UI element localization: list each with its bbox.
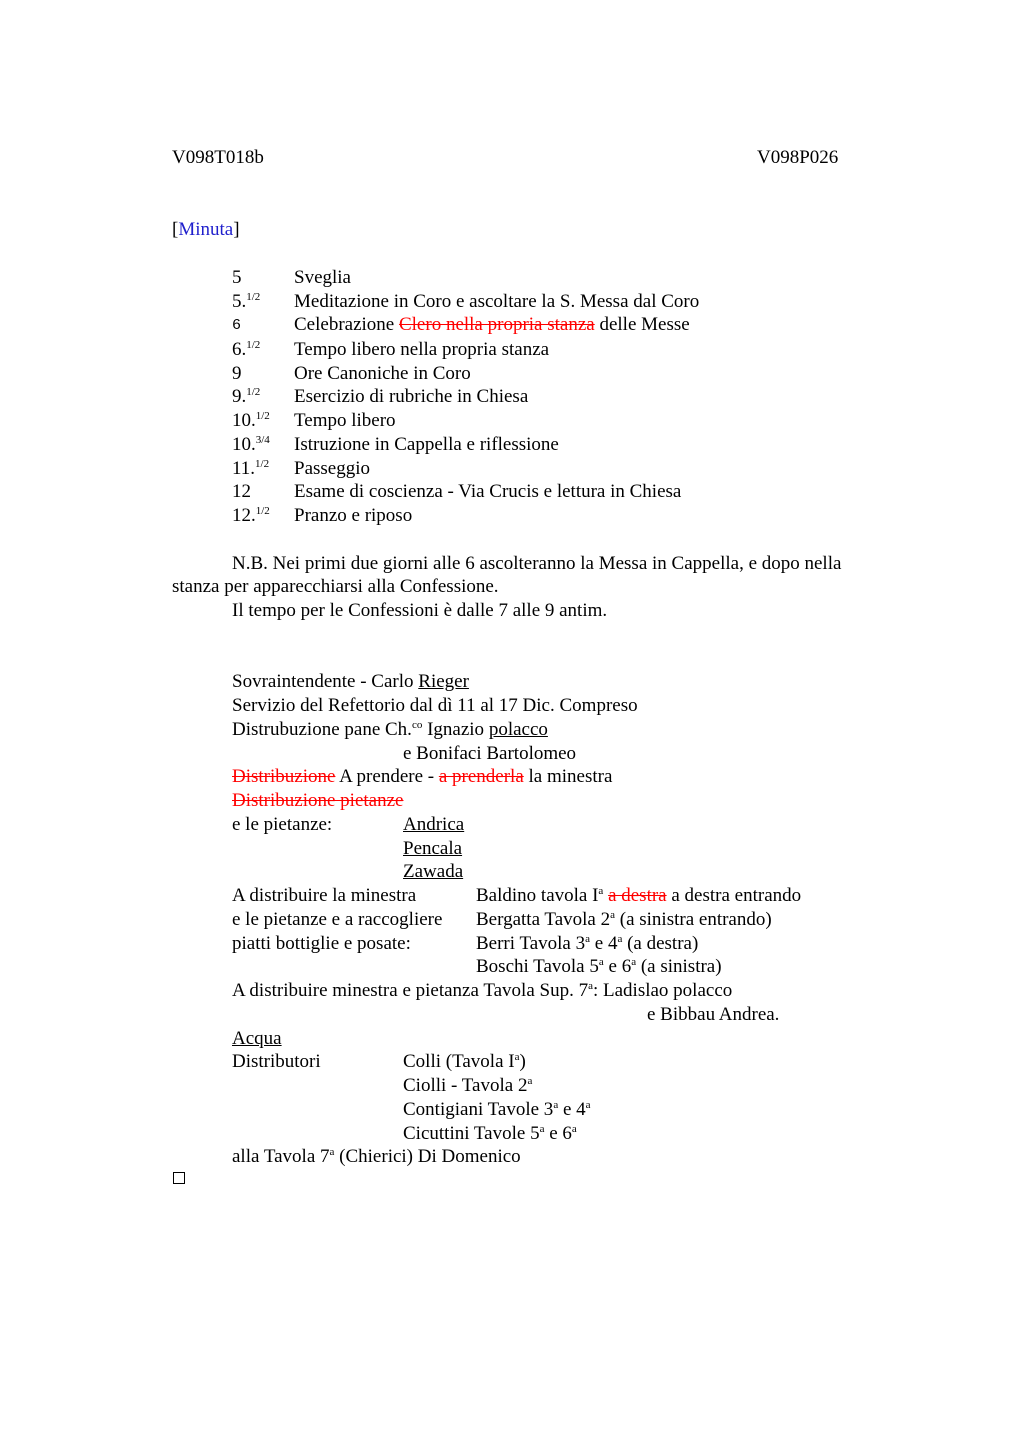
schedule-hour: 5 <box>232 267 242 288</box>
distribuire-row: Baldino tavola $I^a$ a destra a destra entrando <box>476 885 802 906</box>
schedule-hour: 6.$^{1/2}$ <box>232 339 261 360</box>
schedule-hour: 9 <box>232 363 242 384</box>
schedule-hour: 10.$^{1/2}$ <box>232 410 270 431</box>
nb-line: Il tempo per le Confessioni è dalle 7 alle 9 antim. <box>232 600 608 621</box>
schedule-hour: 9.$^{1/2}$ <box>232 386 261 407</box>
schedule-text: Esercizio di rubriche in Chiesa <box>294 386 529 407</box>
sovraintendente: Sovraintendente - Carlo Rieger <box>232 671 469 692</box>
schedule-hour: 10.$^{3/4}$ <box>232 434 270 455</box>
schedule-text: Ore Canoniche in Coro <box>294 363 471 384</box>
left-code: V098T018b <box>172 147 264 168</box>
struck-text: Clero nella propria stanza <box>398 314 595 335</box>
distributore-row: Colli (Tavola $I^a$) <box>403 1051 526 1072</box>
distribuzione-pane: Distrubuzione pane Ch.$^{co}$ Ignazio polacco <box>232 719 548 740</box>
checkbox-icon[interactable] <box>173 1172 185 1184</box>
distributore-row: Ciolli - Tavola 2$^a$ <box>403 1075 533 1096</box>
pietanze-label: e le pietanze: <box>232 814 333 835</box>
right-code: V098P026 <box>757 147 839 168</box>
distributore-row: Contigiani Tavole 3$^a$ e 4$^a$ <box>403 1099 591 1120</box>
distribuire-left: A distribuire la minestra <box>232 885 417 906</box>
pietanze-name: Zawada <box>403 861 464 882</box>
minuta-link[interactable]: Minuta <box>178 219 234 240</box>
servizio-refettorio: Servizio del Refettorio dal dì 11 al 17 Dic. Compreso <box>232 695 638 716</box>
schedule-text: Istruzione in Cappella e riflessione <box>294 434 559 455</box>
schedule-text: Tempo libero <box>294 410 396 431</box>
pietanze-struck: Distribuzione pietanze <box>232 790 404 811</box>
prendere-minestra: Distribuzione A prendere - a prenderla la minestra <box>232 766 613 787</box>
distributore-row: Cicuttini Tavole 5$^a$ e 6$^a$ <box>403 1123 577 1144</box>
schedule-hour: 6 <box>232 317 242 334</box>
schedule-hour: 5.$^{1/2}$ <box>232 291 261 312</box>
acqua-heading: Acqua <box>232 1028 282 1049</box>
minuta-label: [Minuta] <box>172 219 240 240</box>
schedule-text: Esame di coscienza - Via Crucis e lettura in Chiesa <box>294 481 682 502</box>
pietanze-name: Pencala <box>403 838 463 859</box>
nb-line: N.B. Nei primi due giorni alle 6 ascolteranno la Messa in Cappella, e dopo nella <box>232 553 842 574</box>
tavola-sup-7: A distribuire minestra e pietanza Tavola Sup. 7$^a$: Ladislao polacco <box>232 980 733 1001</box>
nb-line: stanza per apparecchiarsi alla Confessione. <box>172 576 499 597</box>
schedule-text: Meditazione in Coro e ascoltare la S. Messa dal Coro <box>294 291 700 312</box>
distribuzione-pane-2: e Bonifaci Bartolomeo <box>403 743 577 764</box>
tavola-sup-7b: e Bibbau Andrea. <box>647 1004 780 1025</box>
schedule-hour: 11.$^{1/2}$ <box>232 458 270 479</box>
schedule-hour: 12 <box>232 481 251 502</box>
tavola-7-chierici: alla Tavola 7$^a$ (Chierici) Di Domenico <box>232 1146 521 1167</box>
pietanze-name: Andrica <box>403 814 465 835</box>
schedule-text: Pranzo e riposo <box>294 505 413 526</box>
distribuire-row: Boschi Tavola 5$^a$ e 6$^a$ (a sinistra) <box>476 956 722 977</box>
distribuire-left: e le pietanze e a raccogliere <box>232 909 443 930</box>
distribuire-row: Bergatta Tavola 2$^a$ (a sinistra entrando) <box>476 909 772 930</box>
distribuire-row: Berri Tavola 3$^a$ e 4$^a$ (a destra) <box>476 933 699 954</box>
schedule-text: Sveglia <box>294 267 351 288</box>
schedule-text: Tempo libero nella propria stanza <box>294 339 550 360</box>
schedule-text: Celebrazione Clero nella propria stanza delle Messe <box>294 314 690 335</box>
schedule-text: Passeggio <box>294 458 370 479</box>
schedule-hour: 12.$^{1/2}$ <box>232 505 270 526</box>
distributori-label: Distributori <box>232 1051 321 1072</box>
distribuire-left: piatti bottiglie e posate: <box>232 933 411 954</box>
